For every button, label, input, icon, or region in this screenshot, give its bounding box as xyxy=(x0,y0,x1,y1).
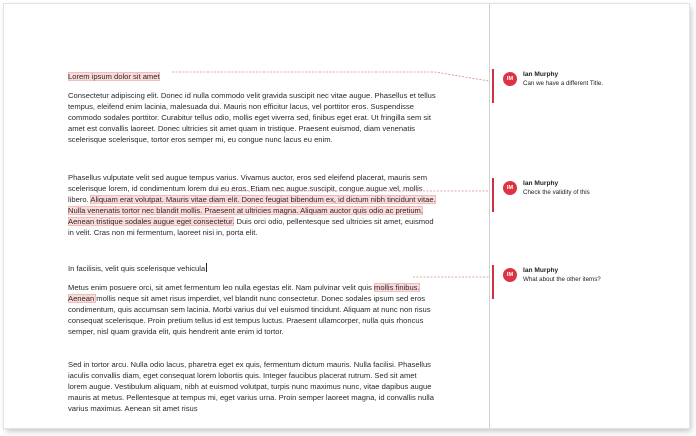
comment-anchor-3[interactable]: mollis finibus. Aenean xyxy=(68,283,420,304)
text-run: Consectetur adipiscing elit. Donec id nulla commodo velit gravida suscipit nec vitae augue. Phasellus et tellus tempus, eleifend enim lacinia, malesuada dui. Mauris non efficitur lacus, vel porttitor eros. Suspendisse commodo sodales porttitor. Curabitur tellus odio, mollis eget viverra sed, finibus eget erat. Ut fringilla sem sit amet est convallis laoreet. Donec ultricies sit amet quam in tristique. Praesent euismod, diam venenatis scelerisque scelerisque, tortor eros semper mi, eu congue nunc lacus eu enim. xyxy=(68,91,436,145)
app-window xyxy=(4,4,689,428)
comment-anchor-1[interactable]: Lorem ipsum dolor sit amet xyxy=(68,72,160,81)
comments-pane xyxy=(489,4,689,428)
text-run: In facilisis, velit quis scelerisque vehicula xyxy=(68,264,206,273)
comment-author: Ian Murphy xyxy=(523,71,559,78)
comment-card-2[interactable] xyxy=(492,178,688,212)
comment-card-3[interactable] xyxy=(492,265,688,299)
avatar: IM xyxy=(503,181,517,195)
comment-author: Ian Murphy xyxy=(523,180,559,187)
avatar: IM xyxy=(503,72,517,86)
comment-anchor-2[interactable]: Aliquam erat volutpat. Mauris vitae diam elit. Donec feugiat bibendum ex, id dictum nibh tincidunt vitae. Nulla venenatis tortor nec blandit mollis. Praesent at ultricies magna. Aliquam auctor quis odio ac pretium. Aenean tristique sodales augue eget consectetur. xyxy=(68,195,436,227)
text-run: Phasellus vulputate velit sed augue tempus varius. Vivamus auctor, eros sed eleifend placerat, mauris sem scelerisque lorem, id condimentum lorem dui eu eros. Etiam nec augue suscipit, congue augue vel, mollis libero. xyxy=(68,173,428,205)
comment-author: Ian Murphy xyxy=(523,267,559,274)
comment-text[interactable]: Check the validity of this xyxy=(523,189,590,196)
comment-indicator xyxy=(492,265,494,299)
text-run: Sed in tortor arcu. Nulla odio lacus, pharetra eget ex quis, fermentum dictum mauris. Nulla facilisi. Phasellus iaculis convallis diam, eget consequat lorem lobortis quis. Integer faucibus placerat rutrum. Sed sit amet lorem augue. Vestibulum aliquam, nibh at euismod volutpat, turpis nunc maximus nunc, vitae dapibus augue mauris at metus. Pellentesque at tempus mi, eget varius urna. Proin semper laoreet magna, id convallis nulla varius maximus. Aenean sit amet risus xyxy=(68,360,434,414)
comment-card-1[interactable] xyxy=(492,69,688,103)
connector-1 xyxy=(172,72,501,83)
text-run: Metus enim posuere orci, sit amet fermentum leo nulla egestas elit. Nam pulvinar velit quis xyxy=(68,283,374,292)
comment-text[interactable]: Can we have a different Title. xyxy=(523,80,604,87)
avatar: IM xyxy=(503,268,517,282)
text-run: Duis orci odio, pellentesque sed ultricies sit amet, euismod in velit. Cras non mi fermentum, laoreet nisi in, porta elit. xyxy=(68,217,434,238)
comment-text[interactable]: What about the other items? xyxy=(523,276,601,283)
comment-indicator xyxy=(492,178,494,212)
comment-indicator xyxy=(492,69,494,103)
text-run: mollis neque sit amet risus imperdiet, vel blandit nunc consectetur. Donec sodales ipsum sed eros condimentum, quis accumsan sem lacinia. Morbi varius dui vel euismod tincidunt. Aliquam at nunc non risus consequat scelerisque. Proin pretium tellus id est tempus luctus. Praesent ullamcorper, nulla quis rhoncus semper, nisl quam gravida elit, quis hendrerit ante enim id tortor. xyxy=(68,294,431,337)
